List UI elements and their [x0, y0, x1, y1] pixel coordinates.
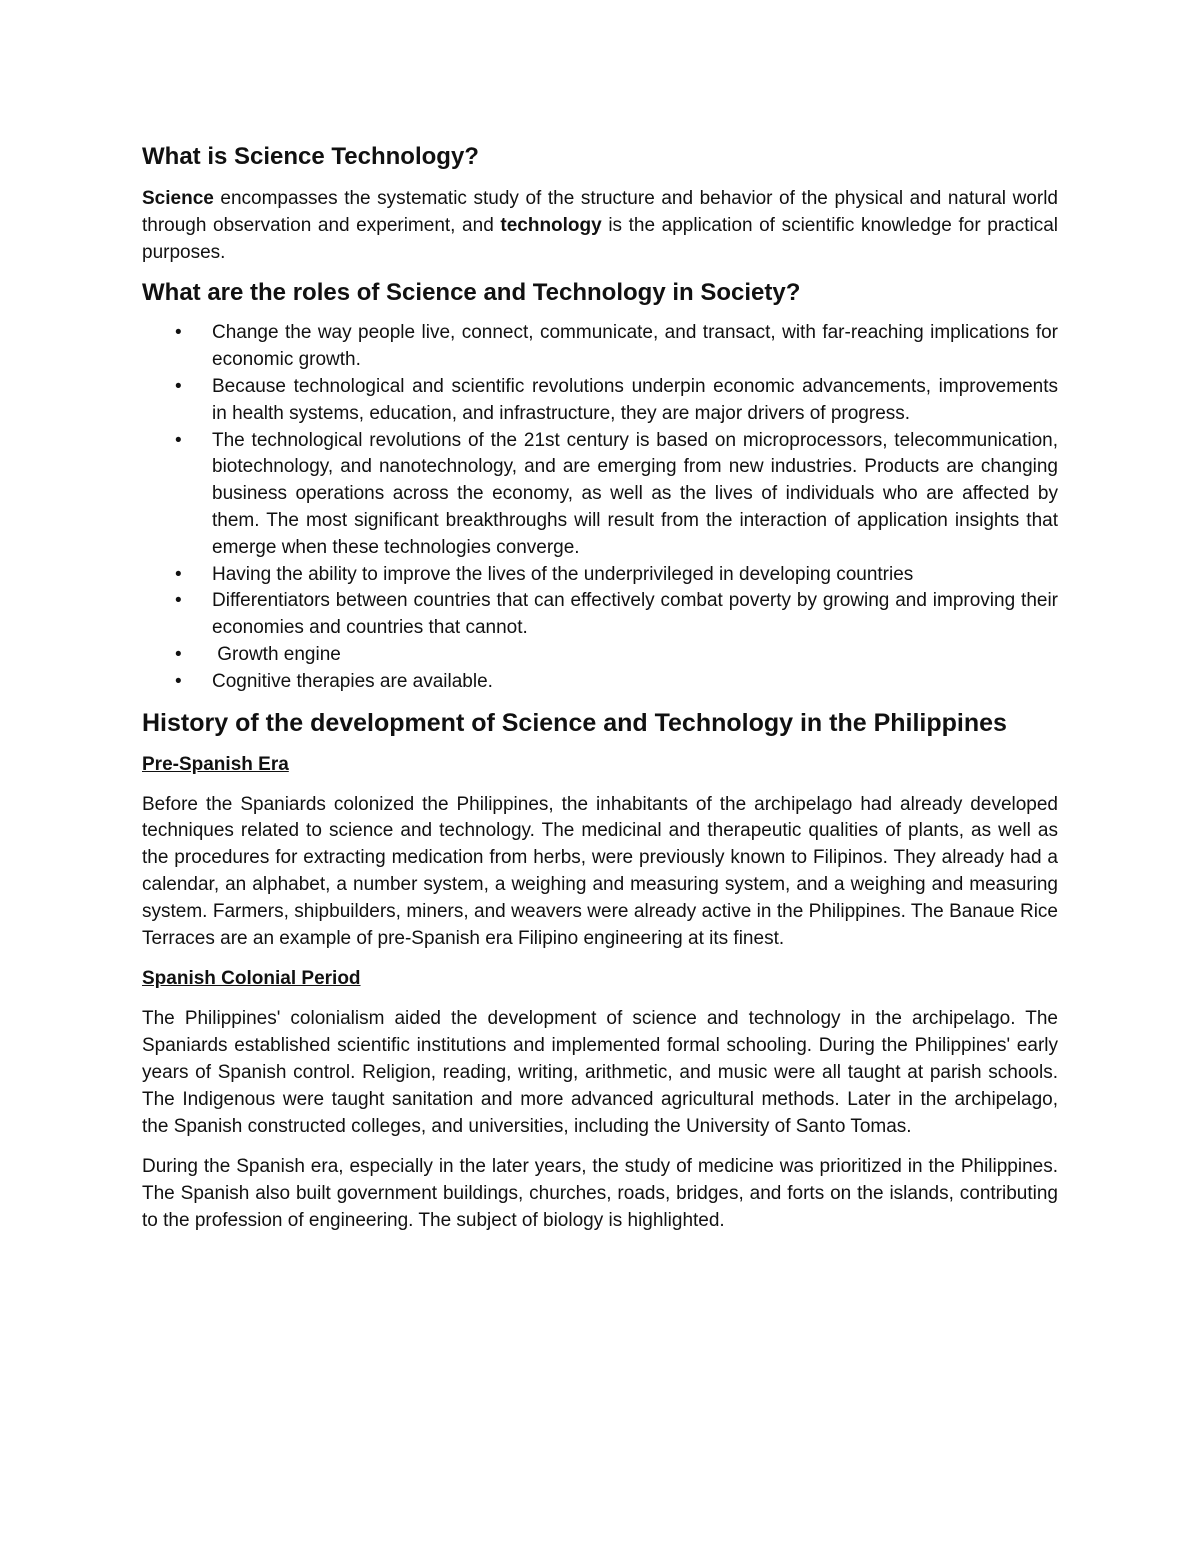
list-item-text: Change the way people live, connect, communicate, and transact, with far-reaching implications for economic growth.: [212, 322, 1058, 371]
list-item-text: Cognitive therapies are available.: [212, 670, 493, 692]
bullet-icon: •: [175, 322, 182, 344]
bullet-icon: •: [175, 643, 182, 665]
heading-roles-in-society: What are the roles of Science and Technology in Society?: [142, 279, 801, 307]
definition-text-1: encompasses the systematic study of the structure and behavior of the physical and natural world through observation and experiment, and: [142, 188, 1058, 236]
bullet-icon: •: [175, 670, 182, 692]
subheading-pre-spanish-era: Pre-Spanish Era: [142, 753, 289, 775]
list-item: [142, 374, 1058, 428]
list-item: [142, 320, 1058, 374]
subheading-spanish-colonial-period: Spanish Colonial Period: [142, 968, 361, 990]
spanish-paragraph-2: During the Spanish era, especially in the later years, the study of medicine was prioritized in the Philippines. The Spanish also built government buildings, churches, roads, bridges, and forts on the islands, contributing to the profession of engineering. The subject of biology is highlighted.: [142, 1156, 1058, 1231]
list-item-text: Having the ability to improve the lives of the underprivileged in developing countries: [212, 563, 914, 585]
list-item: [142, 562, 1058, 589]
list-item-text: The technological revolutions of the 21st century is based on microprocessors, telecommunication, biotechnology, and nanotechnology, and are emerging from new industries. Products are changing business operations across the economy, as well as the lives of individuals who are affected by them. The most significant breakthroughs will result from the interaction of application insights that emerge when these technologies converge.: [212, 429, 1058, 558]
document-page: [142, 140, 1058, 1249]
list-item-text: Growth engine: [212, 643, 341, 665]
term-science: Science: [142, 188, 214, 209]
term-technology: technology: [500, 214, 602, 236]
list-item: [142, 588, 1058, 642]
list-item-text: Differentiators between countries that can effectively combat poverty by growing and improving their economies and countries that cannot.: [212, 590, 1058, 639]
bullet-icon: •: [175, 375, 182, 397]
bullet-icon: •: [175, 590, 182, 612]
definition-text-2: is the application of scientific knowledge for practical purposes.: [142, 214, 1058, 263]
list-item-text: Because technological and scientific revolutions underpin economic advancements, improvements in health systems, education, and infrastructure, they are major drivers of progress.: [212, 375, 1058, 424]
roles-list: [142, 320, 1058, 695]
bullet-icon: •: [175, 563, 182, 585]
heading-what-is-science-technology: What is Science Technology?: [142, 143, 479, 170]
definition-paragraph: [142, 186, 1058, 266]
list-item: [142, 642, 1058, 669]
bullet-icon: •: [175, 429, 182, 451]
list-item: [142, 669, 1058, 696]
spanish-paragraph-1: The Philippines' colonialism aided the development of science and technology in the archipelago. The Spaniards established scientific institutions and implemented formal schooling. During the Philippines' early years of Spanish control. Religion, reading, writing, arithmetic, and music were all taught at parish schools. The Indigenous were taught sanitation and more advanced agricultural methods. Later in the archipelago, the Spanish constructed colleges, and universities, including the University of Santo Tomas.: [142, 1008, 1058, 1137]
heading-history-philippines: History of the development of Science and Technology in the Philippines: [142, 708, 1007, 737]
pre-spanish-paragraph: Before the Spaniards colonized the Philippines, the inhabitants of the archipelago had already developed techniques related to science and technology. The medicinal and therapeutic qualities of plants, as well as the procedures for extracting medication from herbs, were previously known to Filipinos. They already had a calendar, an alphabet, a number system, a weighing and measuring system, and a weighing and measuring system. Farmers, shipbuilders, miners, and weavers were already active in the Philippines. The Banaue Rice Terraces are an example of pre-Spanish era Filipino engineering at its finest.: [142, 793, 1058, 949]
list-item: [142, 428, 1058, 562]
